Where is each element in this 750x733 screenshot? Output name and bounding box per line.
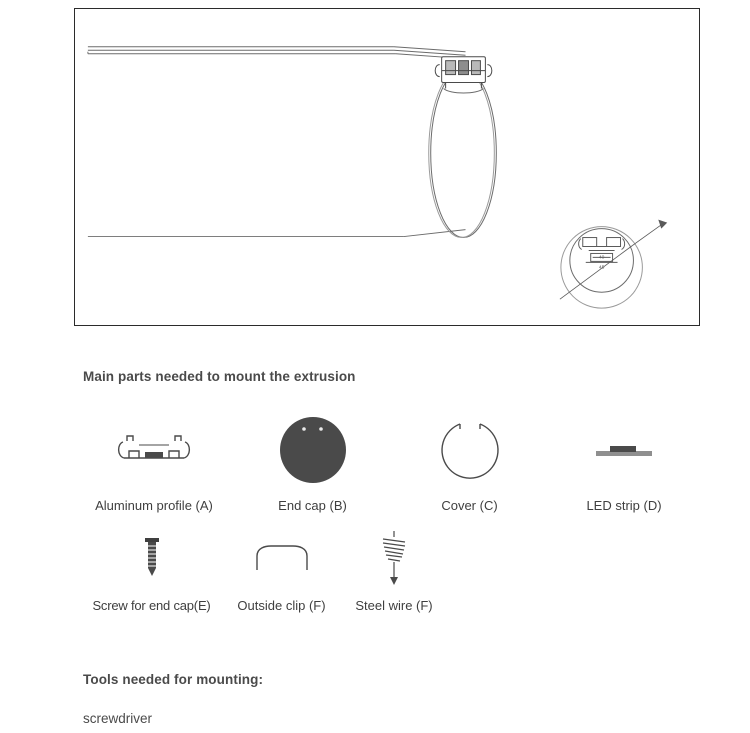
parts-row-primary — [74, 410, 700, 513]
steel-wire-icon — [377, 531, 411, 587]
screw-icon — [141, 536, 163, 582]
cross-section-dim-1: 40 — [598, 255, 605, 261]
part-outside-clip — [229, 528, 334, 613]
tools-list-text: screwdriver — [83, 711, 153, 726]
cross-section-dim-2: 45 — [598, 265, 605, 271]
outside-clip-art — [251, 528, 313, 590]
end-cap-icon — [278, 415, 348, 485]
led-strip-art — [594, 410, 654, 490]
cover-art — [438, 410, 502, 490]
part-led-strip — [548, 410, 700, 513]
part-label: Screw for end cap(E) — [92, 598, 211, 613]
part-aluminum-profile — [74, 410, 234, 513]
part-steel-wire — [334, 528, 454, 613]
led-strip-icon — [594, 439, 654, 461]
technical-illustration-box — [74, 8, 700, 326]
tools-section-heading: Tools needed for mounting: — [83, 672, 264, 687]
part-screw — [74, 528, 229, 613]
part-label: End cap (B) — [278, 498, 347, 513]
steel-wire-art — [377, 528, 411, 590]
part-label: Steel wire (F) — [355, 598, 433, 613]
screw-art — [141, 528, 163, 590]
end-cap-art — [278, 410, 348, 490]
part-end-cap — [234, 410, 391, 513]
parts-section-heading: Main parts needed to mount the extrusion — [83, 369, 356, 384]
aluminum-profile-art — [115, 410, 193, 490]
cover-icon — [438, 418, 502, 482]
part-label: LED strip (D) — [586, 498, 662, 513]
part-label: Aluminum profile (A) — [95, 498, 213, 513]
part-label: Outside clip (F) — [237, 598, 326, 613]
aluminum-profile-icon — [115, 432, 193, 468]
part-label: Cover (C) — [441, 498, 498, 513]
outside-clip-icon — [251, 542, 313, 576]
extrusion-mounting-drawing — [75, 9, 699, 325]
parts-row-secondary — [74, 528, 700, 613]
part-cover — [391, 410, 548, 513]
